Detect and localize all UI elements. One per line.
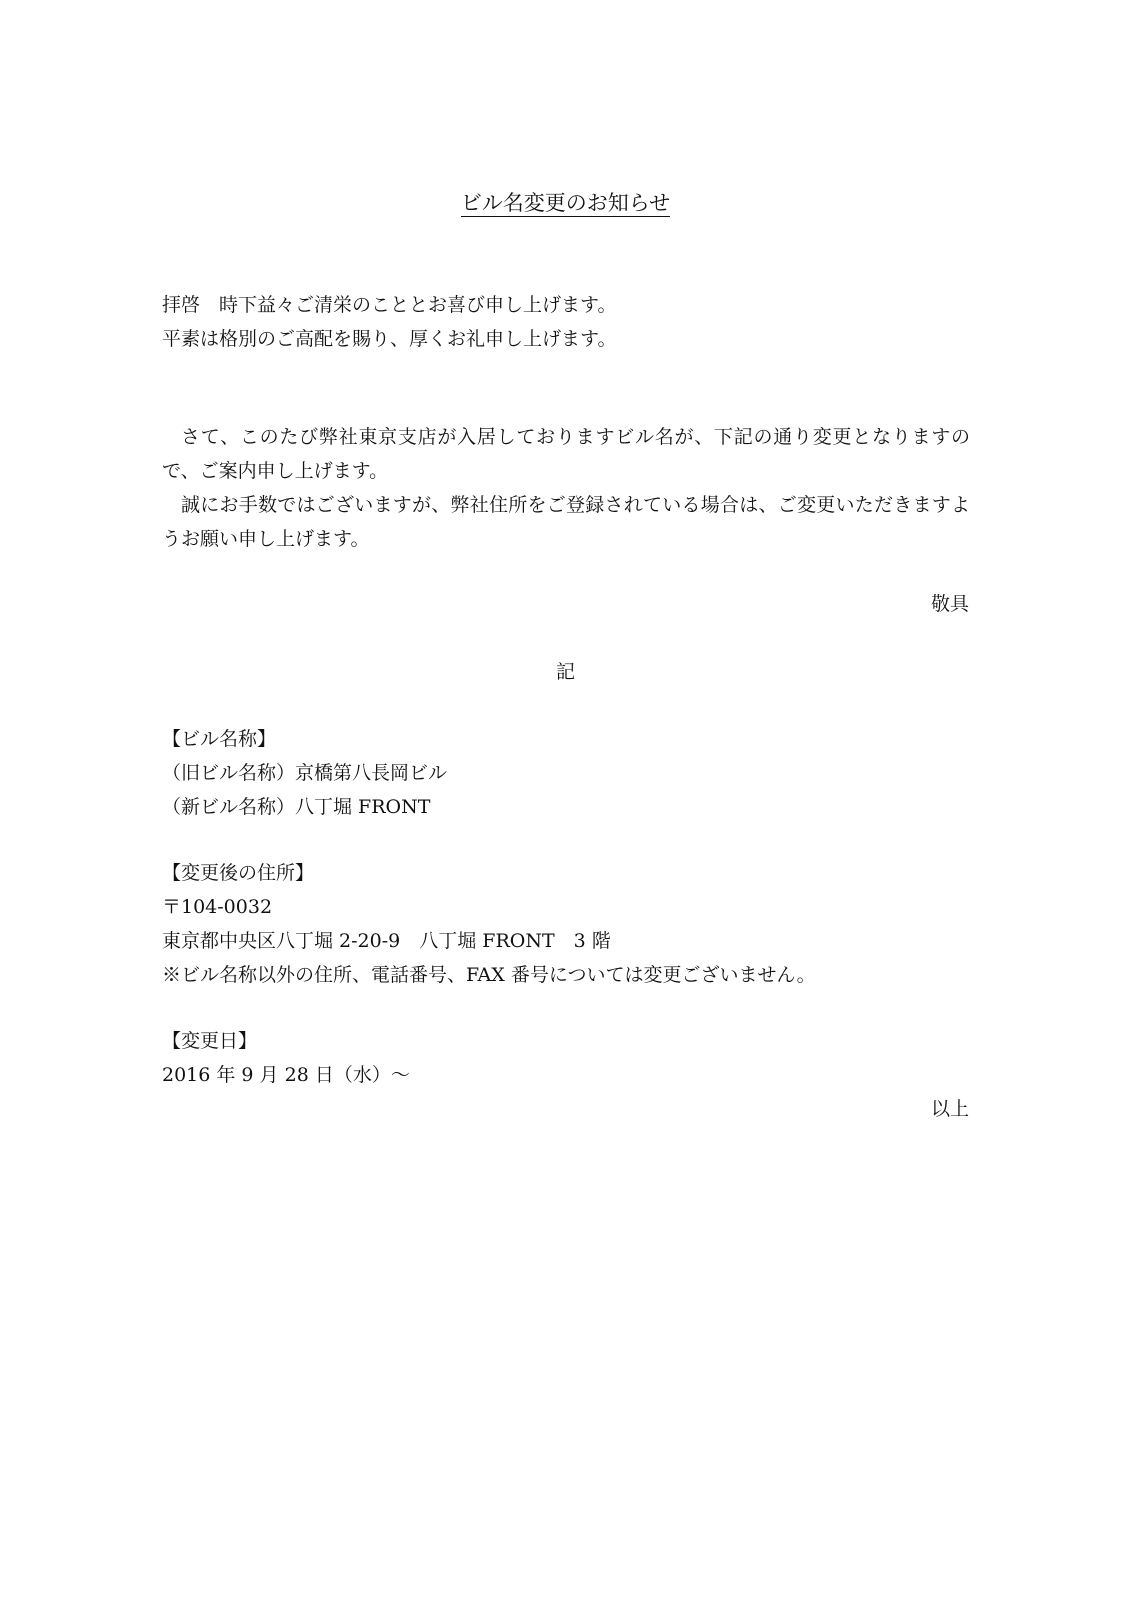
body-paragraph-2: 誠にお手数ではございますが、弊社住所をご登録されている場合は、ご変更いただきますようお願い申し上げます。: [162, 494, 970, 550]
greeting-line-2: 平素は格別のご高配を賜り、厚くお礼申し上げます。: [162, 328, 617, 350]
closing-keigu: 敬具: [930, 593, 969, 615]
change-date-section: [162, 1024, 970, 1092]
title-text: ビル名変更のお知らせ: [460, 191, 671, 215]
greeting-block: [162, 288, 970, 356]
ki-marker: 記: [555, 661, 575, 683]
building-section: [162, 722, 970, 824]
address-heading: 【変更後の住所】: [162, 862, 315, 884]
old-building-name: （旧ビル名称）京橋第八長岡ビル: [162, 762, 448, 784]
building-heading: 【ビル名称】: [162, 728, 277, 750]
body-paragraph-1: さて、このたび弊社東京支店が入居しておりますビル名が、下記の通り変更となりますので、ご案内申し上げます。: [162, 426, 970, 482]
greeting-line-1: 拝啓 時下益々ご清栄のこととお喜び申し上げます。: [162, 294, 617, 316]
document-title: [0, 188, 1131, 218]
address-section: [162, 856, 970, 992]
closing-ijo: 以上: [930, 1098, 969, 1120]
street-address: 東京都中央区八丁堀 2-20-9 八丁堀 FRONT 3 階: [162, 930, 611, 952]
change-date-heading: 【変更日】: [162, 1030, 258, 1052]
postal-code: 〒104-0032: [162, 896, 273, 918]
change-date-value: 2016 年 9 月 28 日（水）～: [162, 1064, 410, 1086]
body-block: [162, 420, 970, 556]
address-note: ※ビル名称以外の住所、電話番号、FAX 番号については変更ございません。: [162, 964, 816, 986]
new-building-name: （新ビル名称）八丁堀 FRONT: [162, 796, 431, 818]
